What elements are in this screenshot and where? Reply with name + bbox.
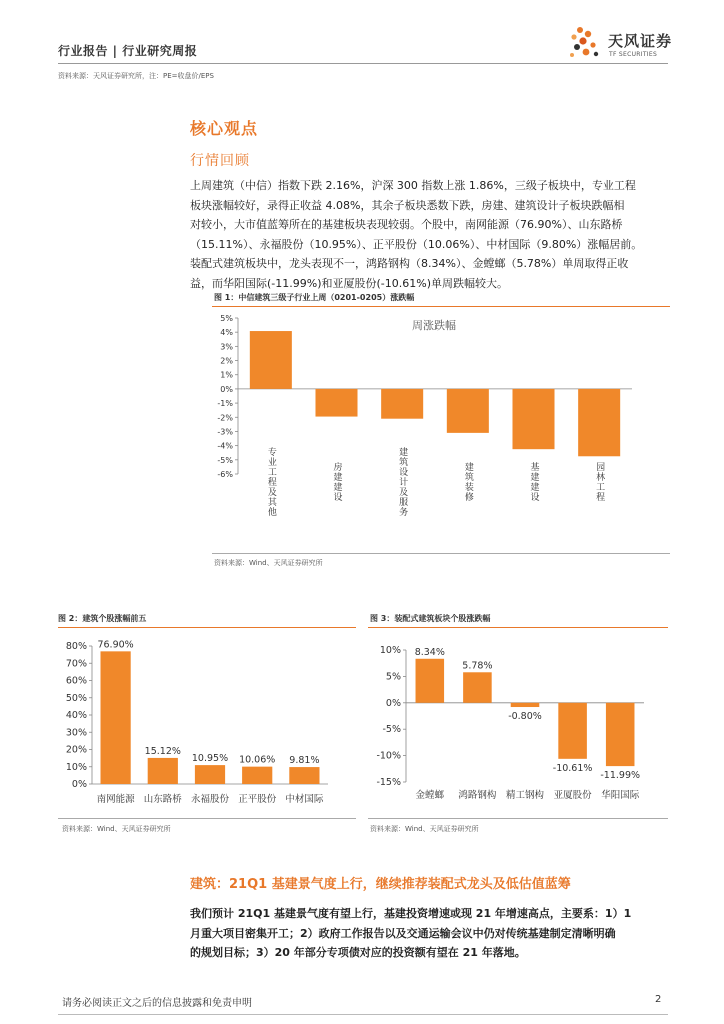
paragraph-line: 板块涨幅较好，录得正收益 4.08%，其余子板块悉数下跌，房建、建筑设计子板块跌幅相 (190, 198, 625, 212)
category-label: 鸿路钢构 (458, 790, 497, 801)
y-tick-label: -4% (217, 441, 233, 451)
market-review-heading: 行情回顾 (190, 153, 250, 169)
bar (195, 765, 225, 784)
y-tick-label: 0% (220, 384, 233, 394)
bar (100, 651, 130, 784)
bar (289, 767, 319, 784)
y-tick-label: 50% (65, 692, 87, 704)
y-tick-label: 40% (65, 710, 87, 721)
y-tick-label: -1% (217, 399, 233, 409)
data-label: 10.95% (191, 753, 229, 765)
category-label: 房建建设 (331, 462, 342, 502)
category-label: 山东路桥 (143, 794, 182, 805)
market-review-paragraph (190, 176, 675, 293)
category-label: 专业工程及其他 (265, 447, 276, 517)
logo-english-name: TF SECURITIES (609, 51, 658, 58)
y-tick-label: 4% (220, 328, 233, 338)
category-label: 建筑设计及服务 (397, 447, 408, 517)
y-tick-label: 0% (385, 697, 401, 709)
report-type-title: 行业报告 | 行业研究周报 (58, 44, 198, 58)
legend-label: 周涨跌幅 (412, 319, 456, 332)
figure-2-caption-rule (58, 627, 356, 628)
category-label: 精工钢构 (505, 790, 545, 801)
category-label: 园林工程 (594, 462, 605, 502)
bar (512, 389, 554, 449)
bar (511, 703, 540, 707)
category-label: 永福股份 (190, 794, 230, 805)
paragraph-line: （15.11%）、永福股份（10.95%）、正平股份（10.06%）、中材国际（9.80%）涨幅居前。 (190, 237, 643, 251)
category-label: 正平股份 (238, 794, 277, 805)
category-label: 基建建设 (528, 462, 539, 502)
y-tick-label: 5% (220, 314, 233, 323)
paragraph-line: 的规划目标；3）20 年部分专项债对应的投资额有望在 21 年落地。 (190, 946, 526, 959)
y-tick-label: 20% (65, 744, 87, 756)
figure-1-caption-rule (212, 306, 670, 307)
bar (606, 703, 635, 766)
y-tick-label: -2% (217, 413, 233, 423)
y-tick-label: -5% (382, 724, 401, 736)
bar (315, 389, 357, 417)
bar (558, 703, 587, 759)
y-tick-label: 2% (220, 356, 233, 366)
paragraph-line: 益，而华阳国际(-11.99%)和亚厦股份(-10.61%)单周跌幅较大。 (190, 276, 508, 290)
paragraph-line: 月重大项目密集开工；2）政府工作报告以及交通运输会议中仍对传统基建制定清晰明确 (190, 926, 616, 940)
y-tick-label: 60% (65, 675, 87, 687)
data-label: 76.90% (97, 639, 134, 651)
category-label: 金螳螂 (415, 790, 445, 801)
category-label: 华阳国际 (601, 790, 640, 801)
figure-2-source: 资料来源：Wind、天风证券研究所 (62, 825, 171, 833)
bar (463, 672, 492, 703)
paragraph-line: 对较小，大市值蓝筹所在的基建板块表现较弱。个股中，南网能源（76.90%）、山东路桥 (190, 218, 623, 231)
figure-2-caption: 图 2：建筑个股涨幅前五 (58, 614, 147, 623)
page-number: 2 (655, 994, 662, 1005)
bar (447, 389, 489, 433)
bar (242, 767, 272, 784)
y-tick-label: -15% (376, 777, 401, 788)
data-label: 15.12% (144, 745, 181, 757)
bar (148, 758, 178, 784)
category-label: 南网能源 (96, 794, 135, 805)
header-source-note: 资料来源：天风证券研究所，注：PE=收盘价/EPS (58, 72, 214, 80)
figure-1-source-rule (212, 553, 670, 554)
category-label: 中材国际 (285, 794, 324, 805)
figure-2-source-rule (58, 818, 356, 819)
figure-1-source: 资料来源：Wind、天风证券研究所 (214, 559, 323, 567)
figure-3-source-rule (368, 818, 668, 819)
bar (250, 331, 292, 389)
y-tick-label: 30% (65, 727, 87, 739)
figure-3-source: 资料来源：Wind、天风证券研究所 (370, 825, 479, 833)
bar (578, 389, 620, 456)
data-label: 10.06% (239, 754, 276, 766)
y-tick-label: 10% (65, 761, 87, 773)
bar (381, 389, 423, 419)
category-label: 亚厦股份 (553, 790, 592, 801)
y-tick-label: -10% (376, 750, 401, 762)
header-divider (58, 63, 668, 64)
data-label: 5.78% (462, 660, 493, 672)
data-label: -10.61% (552, 762, 593, 774)
disclaimer-footer: 请务必阅读正文之后的信息披露和免责申明 (62, 998, 252, 1009)
paragraph-line: 上周建筑（中信）指数下跌 2.16%，沪深 300 指数上涨 1.86%，三级子板块中，专业工程 (190, 179, 636, 192)
prefab-building-stocks-chart (368, 630, 668, 810)
y-tick-label: 80% (65, 641, 87, 652)
y-tick-label: -6% (217, 470, 233, 479)
construction-outlook-paragraph (190, 904, 676, 963)
y-tick-label: 1% (220, 370, 233, 380)
y-tick-label: 3% (220, 342, 233, 352)
y-tick-label: 10% (379, 645, 401, 656)
sector-weekly-change-chart (212, 310, 672, 555)
paragraph-line: 装配式建筑板块中，龙头表现不一，鸿路钢构（8.34%）、金螳螂（5.78%）单周取得正收 (190, 257, 629, 270)
y-tick-label: -3% (217, 427, 233, 437)
bar (416, 659, 445, 703)
y-tick-label: 5% (385, 671, 401, 683)
figure-3-caption-rule (368, 627, 668, 628)
data-label: -11.99% (600, 770, 641, 782)
y-tick-label: 70% (65, 658, 87, 670)
construction-outlook-heading: 建筑：21Q1 基建景气度上行，继续推荐装配式龙头及低估值蓝筹 (190, 877, 571, 892)
data-label: 8.34% (414, 646, 445, 658)
top-five-gainers-chart (58, 630, 358, 810)
figure-1-caption: 图 1：中信建筑三级子行业上周（0201-0205）涨跌幅 (214, 293, 415, 302)
data-label: 9.81% (289, 755, 320, 767)
paragraph-line: 我们预计 21Q1 基建景气度有望上行，基建投资增速或现 21 年增速高点，主要系：1）1 (190, 907, 632, 920)
footer-divider (58, 1014, 668, 1015)
figure-3-caption: 图 3：装配式建筑板块个股涨跌幅 (370, 614, 491, 623)
category-label: 建筑装修 (462, 462, 473, 502)
data-label: -0.80% (508, 711, 542, 723)
y-tick-label: 0% (71, 779, 87, 790)
y-tick-label: -5% (217, 455, 233, 465)
logo-chinese-name: 天风证券 (608, 32, 673, 50)
core-view-heading: 核心观点 (190, 119, 259, 138)
